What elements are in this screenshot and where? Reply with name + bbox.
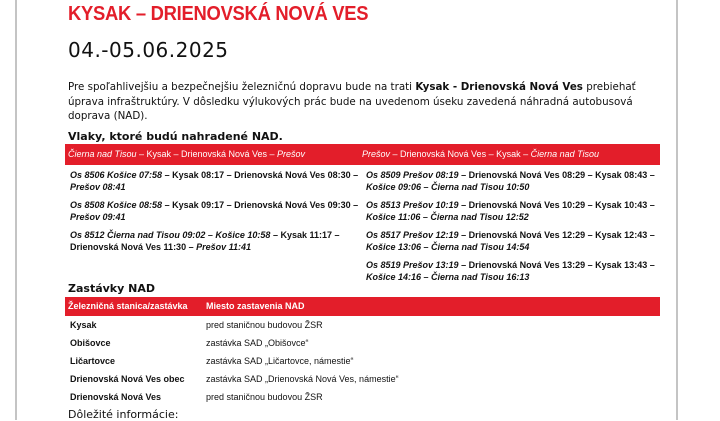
timetable-header [65, 144, 660, 165]
page-title: KYSAK – DRIENOVSKÁ NOVÁ VES [68, 3, 369, 25]
stop-station: Obišovce [70, 338, 111, 348]
train-destination: Košice 14:16 – Čierna nad Tisou 16:13 [366, 271, 530, 282]
timetable-column-direction-2 [366, 170, 656, 290]
train-destination: Košice 09:06 – Čierna nad Tisou 10:50 [366, 181, 530, 192]
train-origin: Os 8506 Košice 07:58 [70, 170, 163, 180]
stops-heading: Zastávky NAD [68, 282, 155, 295]
intro-text-start: Pre spoľahlivejšiu a bezpečnejšiu železničnú dopravu bude na trati [68, 81, 416, 93]
page-border-right [676, 0, 678, 420]
train-entry [366, 230, 656, 253]
train-entry [366, 260, 656, 283]
timetable-header-direction-1 [68, 149, 305, 159]
stop-location: zastávka SAD „Ličartovce, námestie“ [206, 356, 354, 366]
stops-row [70, 336, 660, 354]
stop-station: Kysak [70, 320, 97, 330]
stop-station: Drienovská Nová Ves [70, 392, 162, 402]
train-entry [70, 170, 360, 193]
header-route: – Drienovská Nová Ves – Kysak – [390, 149, 531, 159]
important-info-heading: Dôležité informácie: [68, 408, 179, 421]
header-destination: Čierna nad Tisou [530, 149, 600, 159]
stops-row [70, 354, 660, 372]
stop-station: Ličartovce [70, 356, 116, 366]
train-destination: Košice 13:06 – Čierna nad Tisou 14:54 [366, 241, 530, 252]
trains-heading: Vlaky, ktoré budú nahradené NAD. [68, 130, 283, 143]
stops-col-station: Železničná stanica/zastávka [68, 301, 188, 311]
page-border-left [15, 0, 17, 420]
train-origin: Os 8509 Prešov 08:19 [366, 170, 459, 180]
train-origin: Os 8517 Prešov 12:19 [366, 230, 459, 240]
stops-col-location: Miesto zastavenia NAD [206, 301, 305, 311]
closure-date: 04.-05.06.2025 [68, 38, 229, 62]
train-affected-section: – Kysak 09:17 – Drienovská Nová Ves 09:30 – [162, 200, 359, 210]
train-entry [70, 230, 360, 253]
train-affected-section: – Drienovská Nová Ves 12:29 – Kysak 12:43 – [458, 230, 655, 240]
stop-location: zastávka SAD „Drienovská Nová Ves, námestie“ [206, 374, 399, 384]
train-affected-section: – Drienovská Nová Ves 08:29 – Kysak 08:43 – [458, 170, 655, 180]
train-affected-section: – Drienovská Nová Ves 10:29 – Kysak 10:43 – [458, 200, 655, 210]
stop-station: Drienovská Nová Ves obec [70, 374, 185, 384]
train-affected-section: – Kysak 11:17 – Drienovská Nová Ves 11:30 – [70, 230, 340, 252]
train-affected-section: – Drienovská Nová Ves 13:29 – Kysak 13:43 – [458, 260, 655, 270]
timetable-column-direction-1 [70, 170, 360, 260]
train-origin: Os 8512 Čierna nad Tisou 09:02 – Košice 10:58 [70, 230, 271, 240]
train-affected-section: – Kysak 08:17 – Drienovská Nová Ves 08:30 – [162, 170, 359, 180]
train-origin: Os 8513 Prešov 10:19 [366, 200, 459, 210]
train-origin: Os 8508 Košice 08:58 [70, 200, 163, 210]
header-origin: Čierna nad Tisou [68, 149, 137, 159]
intro-route: Kysak - Drienovská Nová Ves [415, 81, 583, 93]
stop-location: pred staničnou budovou ŽSR [206, 320, 323, 330]
train-destination: Prešov 11:41 [196, 241, 251, 252]
stops-row [70, 390, 660, 408]
stop-location: pred staničnou budovou ŽSR [206, 392, 323, 402]
header-origin: Prešov [362, 149, 391, 159]
train-entry [70, 200, 360, 223]
stops-row [70, 372, 660, 390]
stop-location: zastávka SAD „Obišovce“ [206, 338, 309, 348]
train-destination: Prešov 09:41 [70, 211, 126, 222]
train-entry [366, 170, 656, 193]
timetable-header-direction-2 [362, 149, 599, 159]
stops-table-header [65, 297, 660, 316]
intro-text-end: prebiehať úprava infraštruktúry. V dôsledku výlukových prác bude na uvedenom úseku zavedená náhradná autobusová doprava (NAD). [68, 81, 636, 122]
header-route: – Kysak – Drienovská Nová Ves – [136, 149, 278, 159]
header-destination: Prešov [277, 149, 306, 159]
train-destination: Košice 11:06 – Čierna nad Tisou 12:52 [366, 211, 529, 222]
train-origin: Os 8519 Prešov 13:19 [366, 260, 459, 270]
stops-row [70, 318, 660, 336]
intro-paragraph [68, 80, 668, 124]
stops-table [70, 318, 660, 408]
train-destination: Prešov 08:41 [70, 181, 126, 192]
train-entry [366, 200, 656, 223]
